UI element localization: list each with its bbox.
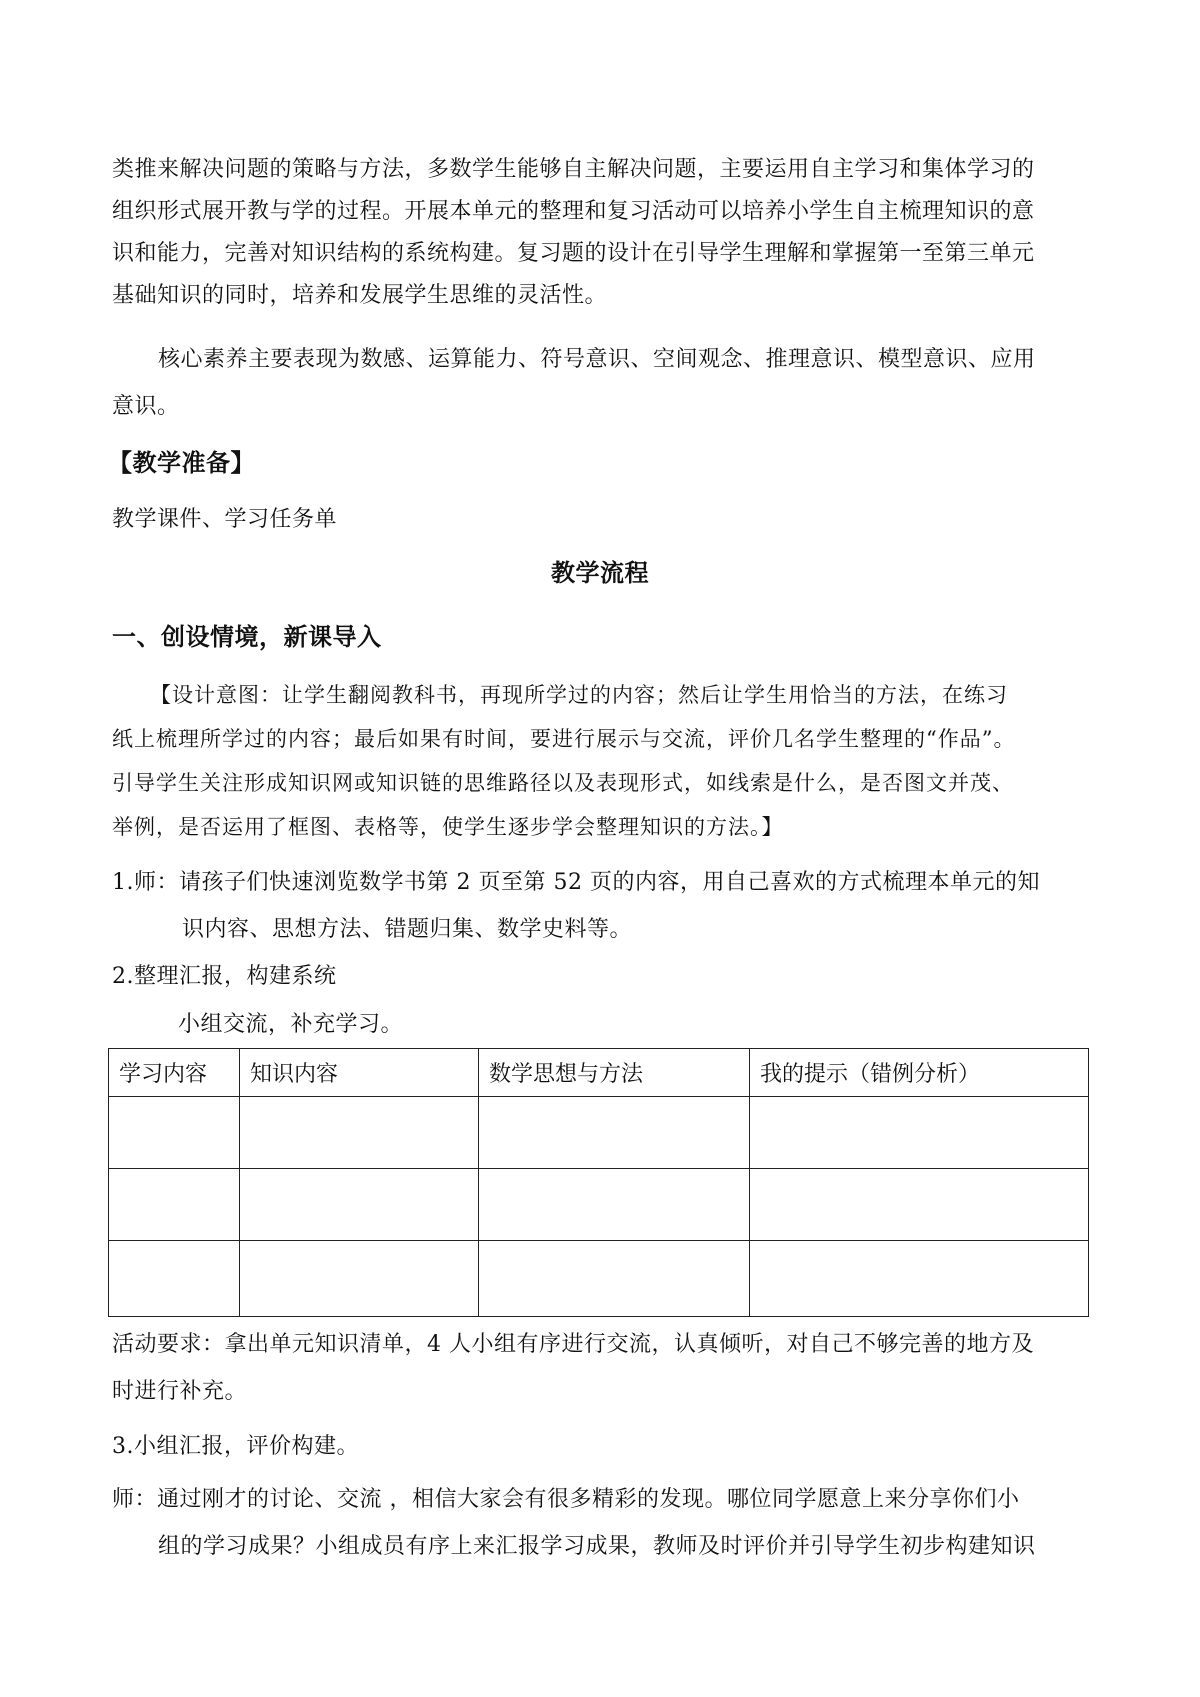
design-intent-line-2: 纸上梳理所学过的内容；最后如果有时间，要进行展示与交流，评价几名学生整理的“作品”。 [112, 727, 1016, 751]
table-cell [750, 1097, 1089, 1169]
table-header-cell: 数学思想与方法 [479, 1049, 750, 1097]
step2-heading: 2.整理汇报，构建系统 [112, 964, 337, 989]
table-cell [479, 1241, 750, 1317]
flow-title: 教学流程 [551, 558, 649, 587]
prep-heading: 【教学准备】 [108, 448, 255, 477]
design-intent-line-1: 【设计意图：让学生翻阅教科书，再现所学过的内容；然后让学生用恰当的方法，在练习 [150, 683, 1008, 707]
section1-heading: 一、创设情境，新课导入 [112, 622, 382, 651]
table-cell [109, 1097, 240, 1169]
table-cell [109, 1241, 240, 1317]
intro-line-4: 基础知识的同时，培养和发展学生思维的灵活性。 [112, 283, 608, 308]
intro-line-2: 组织形式展开教与学的过程。开展本单元的整理和复习活动可以培养小学生自主梳理知识的意 [112, 199, 1035, 224]
step2-subtext: 小组交流，补充学习。 [178, 1012, 404, 1037]
core-literacy-line-2: 意识。 [112, 394, 180, 419]
table-row [109, 1169, 1089, 1241]
table-header-cell: 学习内容 [109, 1049, 240, 1097]
teacher-line-2: 组的学习成果？小组成员有序上来汇报学习成果，教师及时评价并引导学生初步构建知识 [158, 1534, 1036, 1559]
table-header-cell: 我的提示（错例分析） [750, 1049, 1089, 1097]
step1-line-2: 识内容、思想方法、错题归集、数学史料等。 [182, 917, 633, 942]
table-cell [479, 1097, 750, 1169]
prep-content: 教学课件、学习任务单 [112, 507, 338, 532]
table-cell [240, 1097, 479, 1169]
intro-line-3: 识和能力，完善对知识结构的系统构建。复习题的设计在引导学生理解和掌握第一至第三单元 [112, 241, 1035, 266]
table-cell [240, 1169, 479, 1241]
activity-line-1: 活动要求：拿出单元知识清单，4 人小组有序进行交流，认真倾听，对自己不够完善的地方及 [112, 1332, 1034, 1357]
intro-line-1: 类推来解决问题的策略与方法，多数学生能够自主解决问题，主要运用自主学习和集体学习的 [112, 157, 1035, 182]
table-row [109, 1097, 1089, 1169]
table-cell [479, 1169, 750, 1241]
step1-line-1: 1.师：请孩子们快速浏览数学书第 2 页至第 52 页的内容，用自己喜欢的方式梳理本单元的知 [112, 870, 1040, 895]
table-cell [750, 1169, 1089, 1241]
table-cell [750, 1241, 1089, 1317]
table-header-cell: 知识内容 [240, 1049, 479, 1097]
design-intent-line-3: 引导学生关注形成知识网或知识链的思维路径以及表现形式，如线索是什么，是否图文并茂、 [112, 771, 1014, 795]
core-literacy-line-1: 核心素养主要表现为数感、运算能力、符号意识、空间观念、推理意识、模型意识、应用 [158, 347, 1036, 372]
table-row [109, 1241, 1089, 1317]
table-cell [240, 1241, 479, 1317]
table-header-row [109, 1049, 1089, 1097]
teacher-line-1: 师：通过刚才的讨论、交流 ，相信大家会有很多精彩的发现。哪位同学愿意上来分享你们小 [112, 1487, 1020, 1512]
review-table [108, 1048, 1089, 1317]
design-intent-line-4: 举例，是否运用了框图、表格等，使学生逐步学会整理知识的方法。】 [112, 815, 784, 839]
step3-heading: 3.小组汇报，评价构建。 [112, 1434, 359, 1459]
table-cell [109, 1169, 240, 1241]
activity-line-2: 时进行补充。 [112, 1379, 248, 1404]
